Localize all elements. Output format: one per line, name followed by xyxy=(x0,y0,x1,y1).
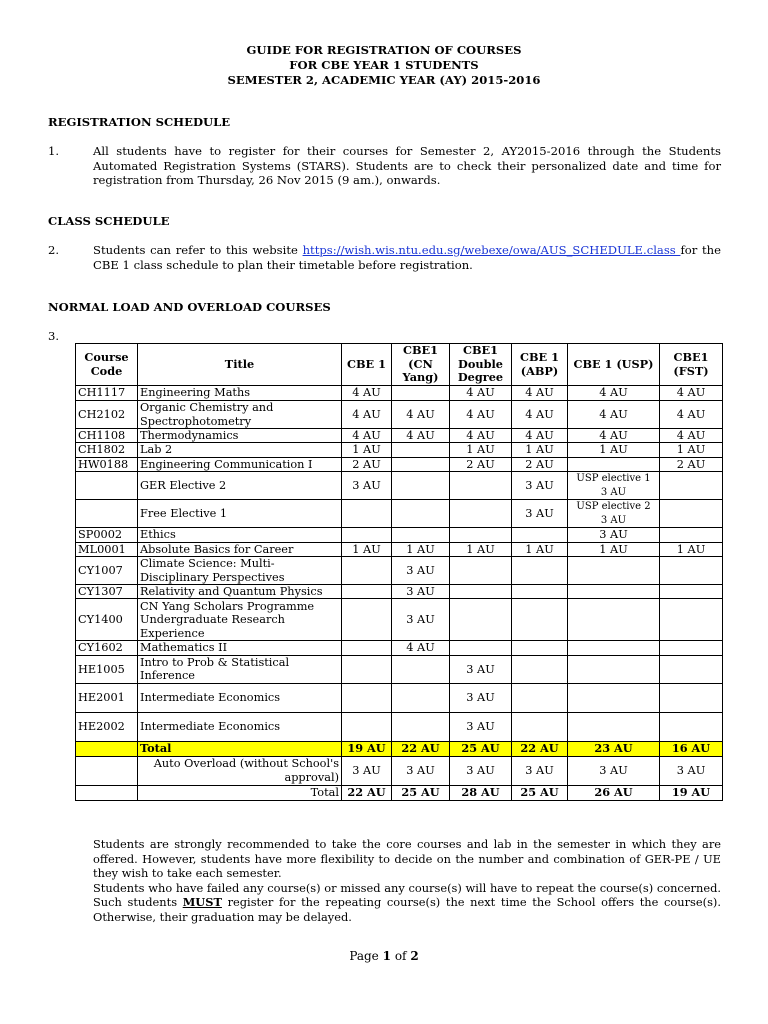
title-line-2: FOR CBE YEAR 1 STUDENTS xyxy=(289,58,479,72)
au-cell-abp xyxy=(512,557,568,585)
item-number-1: 1. xyxy=(48,144,60,158)
class-schedule-text-after: for the CBE 1 class schedule to plan their timetable before registration. xyxy=(93,243,721,272)
au-cell-cbe1 xyxy=(342,683,392,712)
footer-of-word: of xyxy=(394,949,407,963)
total-cell-abp: 22 AU xyxy=(512,741,568,756)
au-cell-double-degree: 4 AU xyxy=(450,401,512,429)
au-cell-fst: 4 AU xyxy=(660,386,723,401)
table-row xyxy=(76,429,723,443)
title-line-1: GUIDE FOR REGISTRATION OF COURSES xyxy=(246,43,522,57)
course-code-cell xyxy=(76,472,138,500)
au-cell-double-degree: 3 AU xyxy=(450,683,512,712)
total-cell-cbe1: 19 AU xyxy=(342,741,392,756)
overload-cell-cn-yang: 3 AU xyxy=(392,756,450,785)
table-row xyxy=(76,712,723,741)
document-title xyxy=(0,43,768,88)
course-title-cell: Intermediate Economics xyxy=(138,683,342,712)
table-row xyxy=(76,683,723,712)
total-cell-usp: 23 AU xyxy=(568,741,660,756)
overload-cell-fst: 3 AU xyxy=(660,756,723,785)
au-cell-fst xyxy=(660,557,723,585)
au-cell-double-degree: 4 AU xyxy=(450,386,512,401)
header-title: Title xyxy=(138,344,342,386)
course-title-cell: GER Elective 2 xyxy=(138,472,342,500)
table-row xyxy=(76,585,723,599)
au-cell-fst xyxy=(660,585,723,599)
header-course-code: Course Code xyxy=(76,344,138,386)
course-title-cell: Absolute Basics for Career xyxy=(138,542,342,556)
course-code-cell: HE2001 xyxy=(76,683,138,712)
grand-total-cell-usp: 26 AU xyxy=(568,785,660,800)
au-cell-double-degree xyxy=(450,641,512,655)
overload-label: Auto Overload (without School's approval) xyxy=(138,756,342,785)
overload-cell-cbe1: 3 AU xyxy=(342,756,392,785)
au-cell-double-degree: 2 AU xyxy=(450,457,512,471)
course-title-cell: Ethics xyxy=(138,528,342,542)
au-cell-cn-yang xyxy=(392,457,450,471)
au-cell-usp xyxy=(568,641,660,655)
item-number-3: 3. xyxy=(48,329,60,343)
au-cell-abp: 1 AU xyxy=(512,443,568,457)
table-row xyxy=(76,655,723,683)
au-cell-cn-yang xyxy=(392,712,450,741)
course-code-cell: ML0001 xyxy=(76,542,138,556)
course-title-cell: Lab 2 xyxy=(138,443,342,457)
au-cell-double-degree: 4 AU xyxy=(450,429,512,443)
au-cell-fst xyxy=(660,683,723,712)
au-cell-abp: 3 AU xyxy=(512,472,568,500)
au-cell-usp: 1 AU xyxy=(568,542,660,556)
course-title-cell: Engineering Communication I xyxy=(138,457,342,471)
registration-schedule-heading: REGISTRATION SCHEDULE xyxy=(48,115,231,129)
au-cell-double-degree xyxy=(450,500,512,528)
total-empty-cell xyxy=(76,741,138,756)
au-cell-cbe1 xyxy=(342,557,392,585)
note-paragraph-2 xyxy=(93,881,721,925)
au-cell-abp: 2 AU xyxy=(512,457,568,471)
au-cell-cbe1 xyxy=(342,641,392,655)
au-cell-cbe1: 4 AU xyxy=(342,429,392,443)
class-schedule-text-before: Students can refer to this website xyxy=(93,243,303,257)
au-cell-usp: 4 AU xyxy=(568,386,660,401)
au-cell-abp xyxy=(512,655,568,683)
au-cell-cbe1: 3 AU xyxy=(342,472,392,500)
au-cell-usp xyxy=(568,457,660,471)
au-cell-usp xyxy=(568,585,660,599)
notes xyxy=(93,837,721,925)
course-title-cell: Climate Science: Multi-Disciplinary Perspectives xyxy=(138,557,342,585)
au-cell-double-degree: 3 AU xyxy=(450,655,512,683)
course-code-cell xyxy=(76,500,138,528)
footer-page-word: Page xyxy=(349,949,379,963)
au-cell-fst xyxy=(660,712,723,741)
table-row xyxy=(76,401,723,429)
au-cell-cbe1 xyxy=(342,655,392,683)
au-cell-cbe1: 1 AU xyxy=(342,443,392,457)
au-cell-usp xyxy=(568,557,660,585)
table-row xyxy=(76,641,723,655)
au-cell-abp xyxy=(512,599,568,641)
au-cell-fst: 1 AU xyxy=(660,443,723,457)
table-row xyxy=(76,457,723,471)
overload-empty-cell xyxy=(76,756,138,785)
course-title-cell: Thermodynamics xyxy=(138,429,342,443)
schedule-link[interactable]: https://wish.wis.ntu.edu.sg/webexe/owa/AUS_SCHEDULE.class xyxy=(302,243,681,257)
grand-total-cell-cbe1: 22 AU xyxy=(342,785,392,800)
au-cell-fst xyxy=(660,655,723,683)
course-title-cell: Intro to Prob & Statistical Inference xyxy=(138,655,342,683)
grand-total-cell-abp: 25 AU xyxy=(512,785,568,800)
table-row xyxy=(76,443,723,457)
header-cbe1-usp: CBE 1 (USP) xyxy=(568,344,660,386)
course-code-cell: CH1108 xyxy=(76,429,138,443)
title-line-3: SEMESTER 2, ACADEMIC YEAR (AY) 2015-2016 xyxy=(227,73,541,87)
total-row xyxy=(76,741,723,756)
au-cell-fst xyxy=(660,528,723,542)
au-cell-fst: 1 AU xyxy=(660,542,723,556)
header-cbe1-abp: CBE 1 (ABP) xyxy=(512,344,568,386)
au-cell-usp xyxy=(568,655,660,683)
table-row xyxy=(76,599,723,641)
course-code-cell: HW0188 xyxy=(76,457,138,471)
course-title-cell: Engineering Maths xyxy=(138,386,342,401)
table-row xyxy=(76,472,723,500)
au-cell-double-degree: 1 AU xyxy=(450,443,512,457)
au-cell-cbe1 xyxy=(342,528,392,542)
au-cell-abp: 4 AU xyxy=(512,386,568,401)
au-cell-fst: 2 AU xyxy=(660,457,723,471)
table-header-row xyxy=(76,344,723,386)
overload-row xyxy=(76,756,723,785)
item-number-2: 2. xyxy=(48,243,60,257)
au-cell-fst xyxy=(660,599,723,641)
au-cell-cn-yang: 4 AU xyxy=(392,401,450,429)
table-row xyxy=(76,386,723,401)
au-cell-fst xyxy=(660,500,723,528)
au-cell-double-degree xyxy=(450,599,512,641)
course-title-cell: Organic Chemistry and Spectrophotometry xyxy=(138,401,342,429)
note-paragraph-1: Students are strongly recommended to take the core courses and lab in the semester in which they are offered. However, students have more flexibility to decide on the number and combination of GER-PE / UE they wish to take each semester. xyxy=(93,837,721,881)
footer-total-pages: 2 xyxy=(410,949,419,963)
table-row xyxy=(76,528,723,542)
au-cell-cn-yang xyxy=(392,386,450,401)
au-cell-abp xyxy=(512,585,568,599)
au-cell-cbe1 xyxy=(342,585,392,599)
overload-cell-usp: 3 AU xyxy=(568,756,660,785)
table-row xyxy=(76,542,723,556)
au-cell-cn-yang: 3 AU xyxy=(392,599,450,641)
au-cell-fst: 4 AU xyxy=(660,429,723,443)
grand-total-cell-double-degree: 28 AU xyxy=(450,785,512,800)
header-cbe1-fst: CBE1 (FST) xyxy=(660,344,723,386)
au-cell-usp: USP elective 1 3 AU xyxy=(568,472,660,500)
header-cbe1-double-degree: CBE1 Double Degree xyxy=(450,344,512,386)
overload-cell-abp: 3 AU xyxy=(512,756,568,785)
au-cell-cbe1: 2 AU xyxy=(342,457,392,471)
course-title-cell: Free Elective 1 xyxy=(138,500,342,528)
au-cell-cn-yang: 4 AU xyxy=(392,641,450,655)
au-cell-usp xyxy=(568,683,660,712)
header-cbe1-cn-yang: CBE1 (CN Yang) xyxy=(392,344,450,386)
note-2-emphasis: MUST xyxy=(182,895,222,910)
note-2-after: register for the repeating course(s) the next time the School offers the course(s). Otherwise, their graduation may be delayed. xyxy=(93,895,721,924)
au-cell-cn-yang: 4 AU xyxy=(392,429,450,443)
header-cbe1: CBE 1 xyxy=(342,344,392,386)
au-cell-cbe1: 1 AU xyxy=(342,542,392,556)
total-label: Total xyxy=(138,741,342,756)
course-title-cell: CN Yang Scholars Programme Undergraduate Research Experience xyxy=(138,599,342,641)
au-cell-cn-yang xyxy=(392,500,450,528)
au-cell-fst xyxy=(660,641,723,655)
course-code-cell: CH2102 xyxy=(76,401,138,429)
course-code-cell: CY1307 xyxy=(76,585,138,599)
au-cell-cn-yang xyxy=(392,683,450,712)
au-cell-abp xyxy=(512,712,568,741)
au-cell-cn-yang: 1 AU xyxy=(392,542,450,556)
grand-total-label: Total xyxy=(138,785,342,800)
course-code-cell: CH1802 xyxy=(76,443,138,457)
au-cell-cbe1 xyxy=(342,712,392,741)
au-cell-abp: 1 AU xyxy=(512,542,568,556)
au-cell-cbe1 xyxy=(342,500,392,528)
au-cell-abp xyxy=(512,528,568,542)
course-code-cell: CY1400 xyxy=(76,599,138,641)
au-cell-cn-yang: 3 AU xyxy=(392,557,450,585)
course-code-cell: CY1602 xyxy=(76,641,138,655)
au-cell-double-degree xyxy=(450,472,512,500)
au-cell-abp xyxy=(512,683,568,712)
course-title-cell: Intermediate Economics xyxy=(138,712,342,741)
au-cell-cbe1: 4 AU xyxy=(342,401,392,429)
total-cell-double-degree: 25 AU xyxy=(450,741,512,756)
course-table xyxy=(75,343,723,801)
page-footer xyxy=(0,949,768,963)
au-cell-cbe1 xyxy=(342,599,392,641)
au-cell-cn-yang xyxy=(392,655,450,683)
au-cell-double-degree xyxy=(450,557,512,585)
table-row xyxy=(76,500,723,528)
au-cell-double-degree: 3 AU xyxy=(450,712,512,741)
au-cell-double-degree: 1 AU xyxy=(450,542,512,556)
au-cell-double-degree xyxy=(450,528,512,542)
au-cell-usp: 3 AU xyxy=(568,528,660,542)
total-cell-cn-yang: 22 AU xyxy=(392,741,450,756)
au-cell-cbe1: 4 AU xyxy=(342,386,392,401)
au-cell-usp: 4 AU xyxy=(568,429,660,443)
course-code-cell: CH1117 xyxy=(76,386,138,401)
au-cell-cn-yang xyxy=(392,528,450,542)
au-cell-cn-yang xyxy=(392,472,450,500)
registration-paragraph: All students have to register for their courses for Semester 2, AY2015-2016 through the Students Automated Registration Systems (STARS). Students are to check their personalized date and time for registration from Thursday, 26 Nov 2015 (9 am.), onwards. xyxy=(93,144,721,188)
table-row xyxy=(76,557,723,585)
au-cell-abp: 3 AU xyxy=(512,500,568,528)
au-cell-usp: 1 AU xyxy=(568,443,660,457)
au-cell-fst: 4 AU xyxy=(660,401,723,429)
au-cell-usp xyxy=(568,712,660,741)
au-cell-cn-yang xyxy=(392,443,450,457)
grand-total-cell-cn-yang: 25 AU xyxy=(392,785,450,800)
au-cell-fst xyxy=(660,472,723,500)
course-code-cell: HE2002 xyxy=(76,712,138,741)
grand-total-cell-fst: 19 AU xyxy=(660,785,723,800)
au-cell-usp: USP elective 2 3 AU xyxy=(568,500,660,528)
au-cell-double-degree xyxy=(450,585,512,599)
grand-total-empty-cell xyxy=(76,785,138,800)
au-cell-usp xyxy=(568,599,660,641)
au-cell-cn-yang: 3 AU xyxy=(392,585,450,599)
note-2-before: Students who have failed any course(s) or missed any course(s) will have to repeat the course(s) concerned. Such students xyxy=(93,880,721,910)
grand-total-row xyxy=(76,785,723,800)
au-cell-usp: 4 AU xyxy=(568,401,660,429)
course-code-cell: HE1005 xyxy=(76,655,138,683)
course-title-cell: Mathematics II xyxy=(138,641,342,655)
course-title-cell: Relativity and Quantum Physics xyxy=(138,585,342,599)
overload-cell-double-degree: 3 AU xyxy=(450,756,512,785)
au-cell-abp: 4 AU xyxy=(512,429,568,443)
class-schedule-paragraph xyxy=(93,243,721,272)
au-cell-abp: 4 AU xyxy=(512,401,568,429)
course-code-cell: SP0002 xyxy=(76,528,138,542)
normal-load-heading: NORMAL LOAD AND OVERLOAD COURSES xyxy=(48,300,331,314)
au-cell-abp xyxy=(512,641,568,655)
footer-current-page: 1 xyxy=(382,949,391,963)
total-cell-fst: 16 AU xyxy=(660,741,723,756)
course-code-cell: CY1007 xyxy=(76,557,138,585)
class-schedule-heading: CLASS SCHEDULE xyxy=(48,214,170,228)
